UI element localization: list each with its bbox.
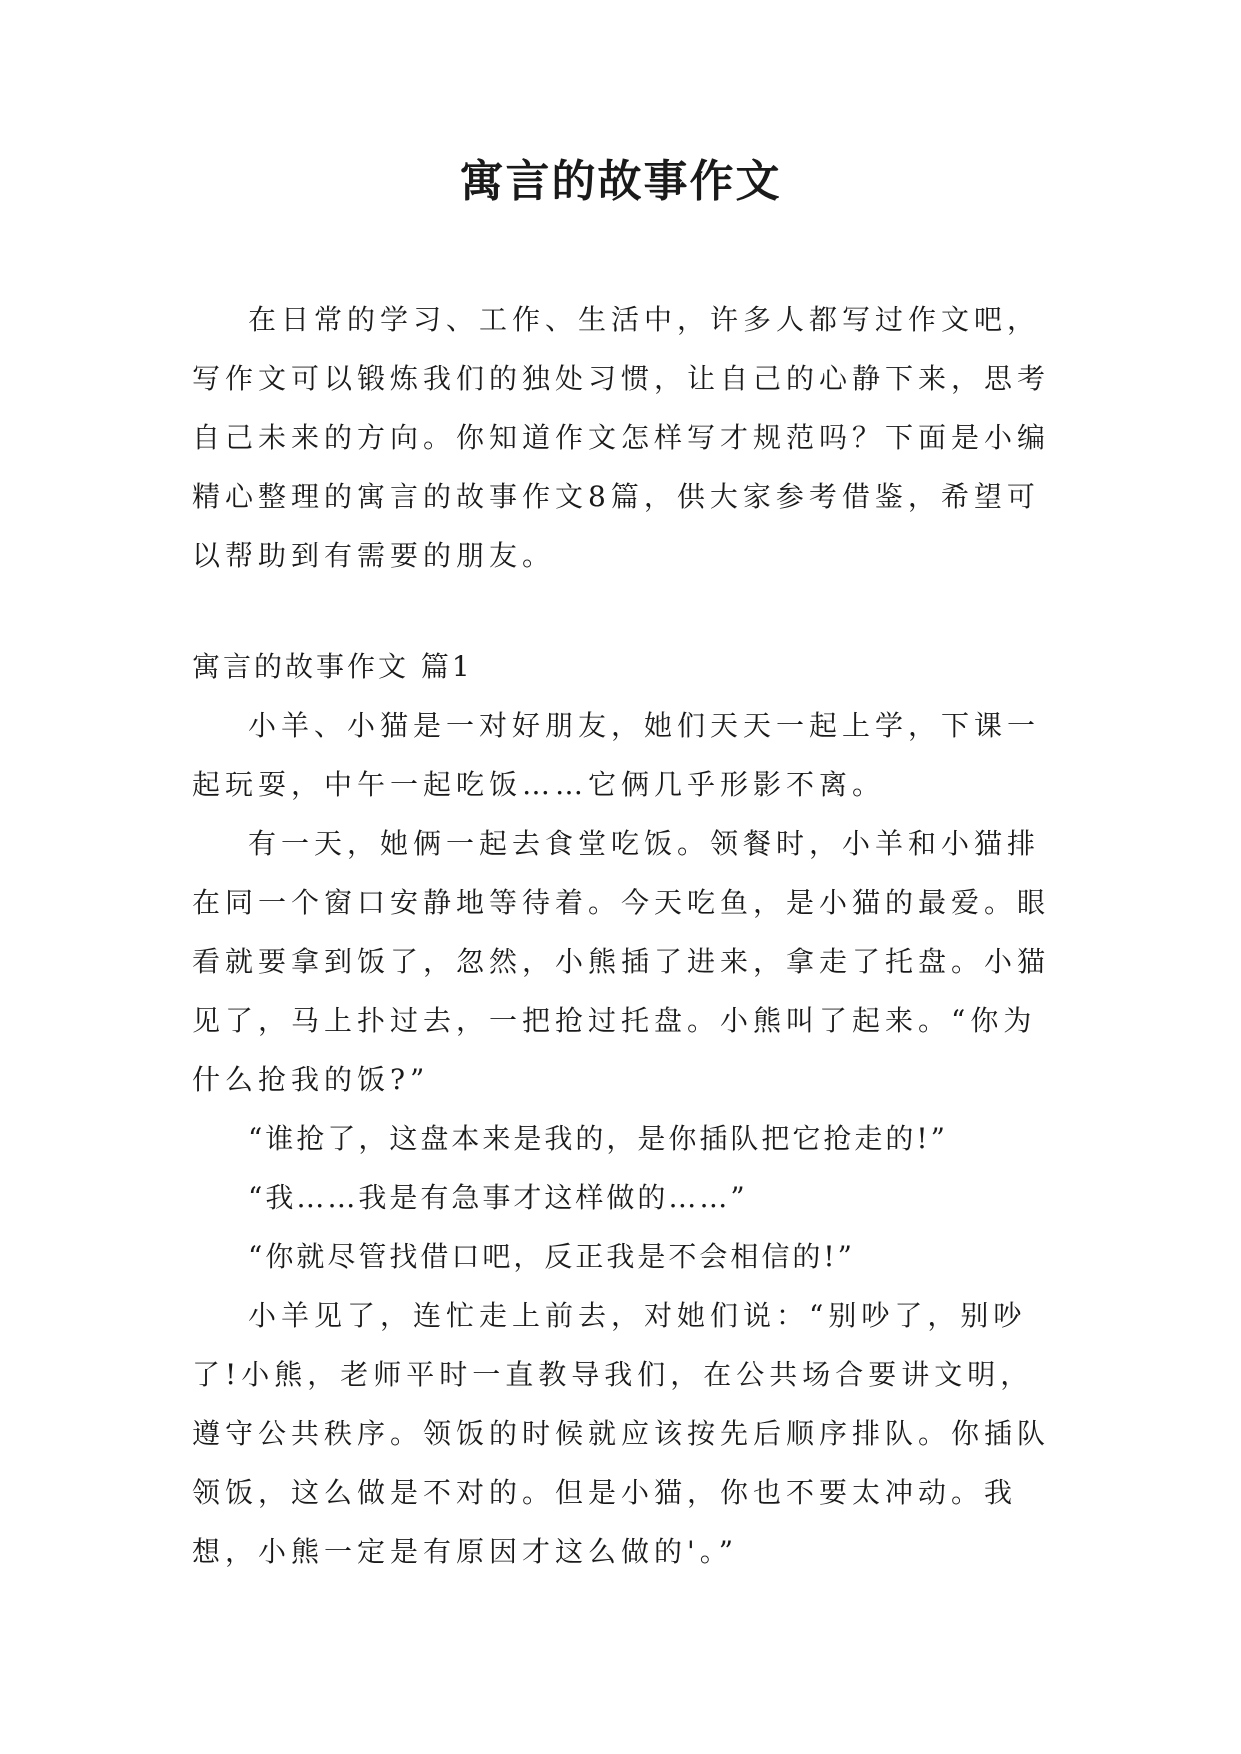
story-paragraph: 有一天，她俩一起去食堂吃饭。领餐时，小羊和小猫排在同一个窗口安静地等待着。今天吃鱼，是小猫的最爱。眼看就要拿到饭了，忽然，小熊插了进来，拿走了托盘。小猫见了，马上扑过去，一把抢过托盘。小熊叫了起来。“你为什么抢我的饭?”	[192, 827, 1051, 1096]
document-title: 寓言的故事作文	[459, 156, 782, 207]
intro-paragraph: 在日常的学习、工作、生活中，许多人都写过作文吧，写作文可以锻炼我们的独处习惯，让自己的心静下来，思考自己未来的方向。你知道作文怎样写才规范吗？下面是小编精心整理的寓言的故事作文8篇，供大家参考借鉴，希望可以帮助到有需要的朋友。	[192, 303, 1051, 572]
dialogue-line: “谁抢了，这盘本来是我的，是你插队把它抢走的!”	[248, 1122, 948, 1155]
document-body	[192, 290, 1050, 1581]
story-paragraph: 小羊、小猫是一对好朋友，她们天天一起上学，下课一起玩耍，中午一起吃饭……它俩几乎形影不离。	[192, 709, 1041, 801]
section-heading: 寓言的故事作文 篇1	[192, 650, 473, 683]
dialogue-line: “你就尽管找借口吧，反正我是不会相信的!”	[248, 1240, 855, 1273]
story-paragraph: 小羊见了，连忙走上前去，对她们说：“别吵了，别吵了!小熊，老师平时一直教导我们，在公共场合要讲文明，遵守公共秩序。领饭的时候就应该按先后顺序排队。你插队领饭，这么做是不对的。但是小猫，你也不要太冲动。我想，小熊一定是有原因才这么做的'。”	[192, 1299, 1051, 1568]
dialogue-line: “我……我是有急事才这样做的……”	[248, 1181, 748, 1214]
